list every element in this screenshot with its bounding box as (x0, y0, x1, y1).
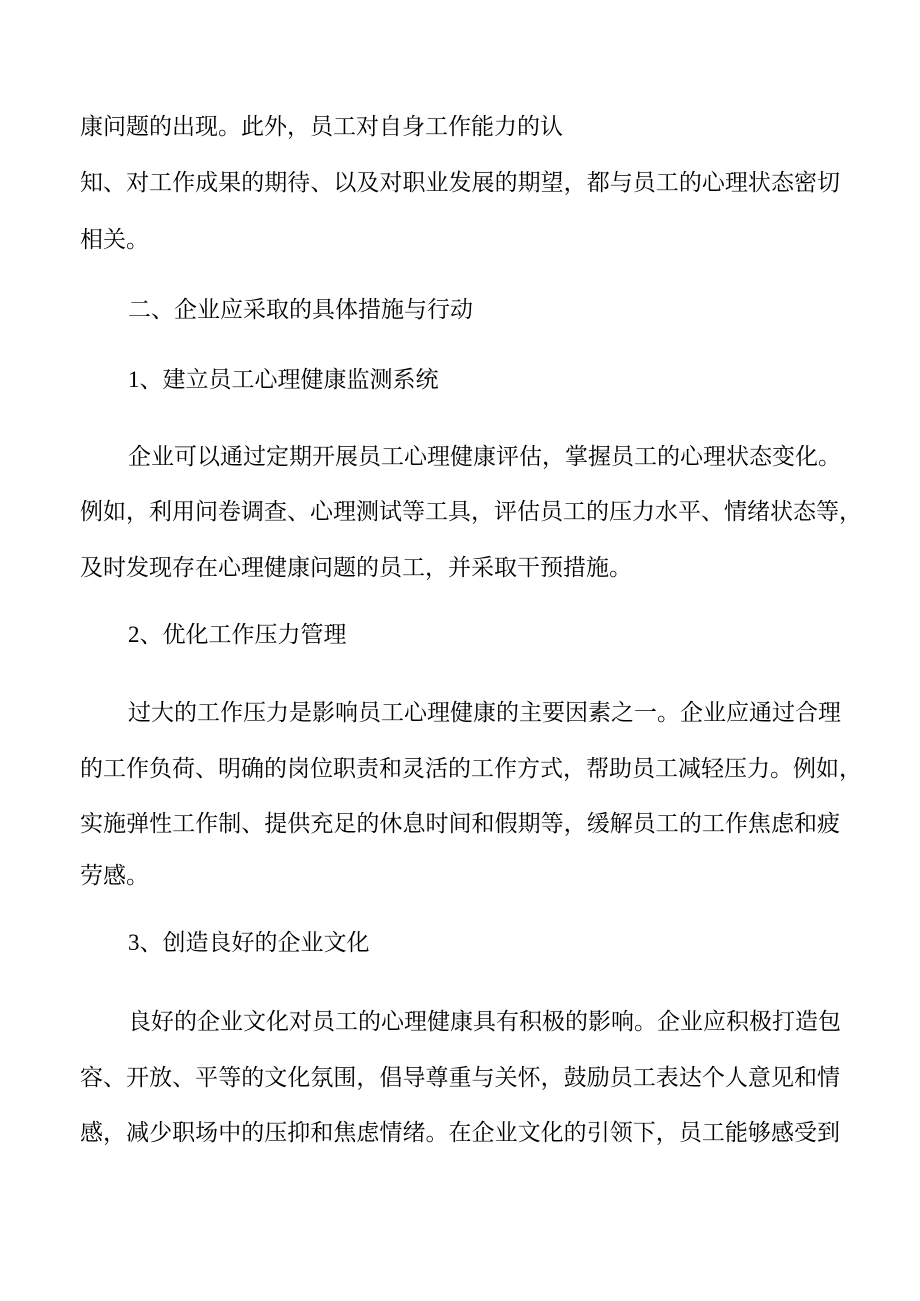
paragraph-line: 相关。 (80, 227, 149, 252)
paragraph-line: 劳感。 (80, 863, 149, 888)
paragraph-line: 过大的工作压力是影响员工心理健康的主要因素之一。企业应通过合理 (128, 700, 841, 725)
section-heading: 二、企业应采取的具体措施与行动 (128, 297, 473, 322)
paragraph-line: 康问题的出现。此外，员工对自身工作能力的认 (80, 114, 563, 139)
paragraph-line: 容、开放、平等的文化氛围，倡导尊重与关怀，鼓励员工表达个人意见和情 (80, 1065, 840, 1090)
subsection-heading: 3、创造良好的企业文化 (128, 930, 370, 955)
paragraph-line: 及时发现存在心理健康问题的员工，并采取干预措施。 (80, 555, 632, 580)
paragraph-line: 的工作负荷、明确的岗位职责和灵活的工作方式，帮助员工减轻压力。例如， (80, 756, 862, 781)
subsection-heading: 1、建立员工心理健康监测系统 (128, 367, 439, 392)
subsection-heading: 2、优化工作压力管理 (128, 622, 347, 647)
paragraph-line: 例如，利用问卷调查、心理测试等工具，评估员工的压力水平、情绪状态等， (80, 499, 862, 524)
paragraph-line: 实施弹性工作制、提供充足的休息时间和假期等，缓解员工的工作焦虑和疲 (80, 811, 840, 836)
paragraph-line: 知、对工作成果的期待、以及对职业发展的期望，都与员工的心理状态密切 (80, 170, 840, 195)
paragraph-line: 良好的企业文化对员工的心理健康具有积极的影响。企业应积极打造包 (128, 1009, 841, 1034)
paragraph-line: 企业可以通过定期开展员工心理健康评估，掌握员工的心理状态变化。 (128, 444, 841, 469)
paragraph-line: 感，减少职场中的压抑和焦虑情绪。在企业文化的引领下，员工能够感受到 (80, 1120, 840, 1145)
